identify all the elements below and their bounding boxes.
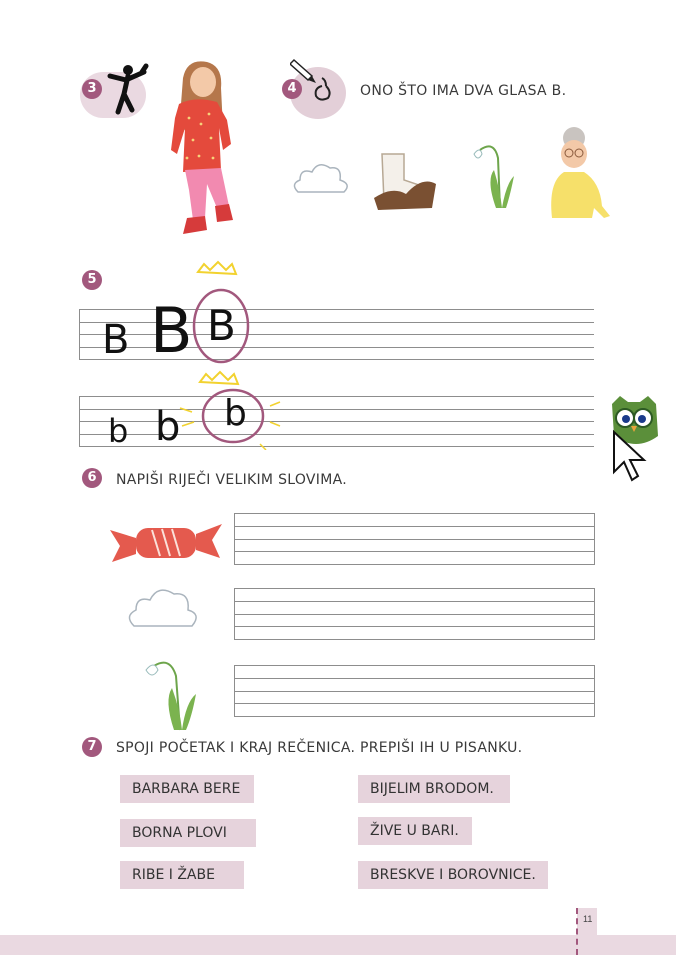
exercise-5-number: 5 xyxy=(82,270,102,290)
exercise-7-instruction: SPOJI POČETAK I KRAJ REČENICA. PREPIŠI IH U PISANKU. xyxy=(116,740,523,756)
cloud-picture xyxy=(290,158,352,200)
page-number-tab xyxy=(577,908,597,955)
lowercase-letter-circled: b xyxy=(224,393,247,434)
owl-cursor-icon[interactable] xyxy=(606,392,664,482)
sentence-end-1[interactable]: BIJELIM BRODOM. xyxy=(358,775,510,803)
boot-picture xyxy=(372,150,440,212)
lowercase-letter-small: b xyxy=(108,412,129,450)
exercise-7-number: 7 xyxy=(82,737,102,757)
sentence-end-2[interactable]: ŽIVE U BARI. xyxy=(358,817,472,845)
uppercase-letter-large: B xyxy=(150,294,193,367)
candy-picture xyxy=(108,516,224,566)
page-number-divider xyxy=(576,908,578,955)
exercise-4-number: 4 xyxy=(282,79,302,99)
sentence-start-3[interactable]: RIBE I ŽABE xyxy=(120,861,244,889)
uppercase-letter-small: B xyxy=(102,317,130,363)
lowercase-letter-medium: b xyxy=(155,404,181,450)
snowdrop-writing-box[interactable] xyxy=(234,665,595,717)
grandmother-picture xyxy=(548,126,614,222)
girl-illustration xyxy=(165,58,245,240)
sentence-start-1[interactable]: BARBARA BERE xyxy=(120,775,254,803)
snowdrop-picture-2 xyxy=(140,656,200,732)
snowdrop-picture xyxy=(466,140,518,210)
pencil-trace-icon xyxy=(290,56,338,106)
exercise-figure-icon xyxy=(104,62,150,118)
exercise-6-number: 6 xyxy=(82,468,102,488)
candy-writing-box[interactable] xyxy=(234,513,595,565)
cloud-picture-2 xyxy=(124,582,202,634)
cloud-writing-box[interactable] xyxy=(234,588,595,640)
page-number: 11 xyxy=(583,914,593,924)
exercise-4-instruction: ONO ŠTO IMA DVA GLASA B. xyxy=(360,83,567,99)
sentence-end-3[interactable]: BRESKVE I BOROVNICE. xyxy=(358,861,548,889)
uppercase-letter-circled: B xyxy=(207,301,236,350)
sentence-start-2[interactable]: BORNA PLOVI xyxy=(120,819,256,847)
exercise-6-instruction: NAPIŠI RIJEČI VELIKIM SLOVIMA. xyxy=(116,472,347,488)
page-footer-band xyxy=(0,935,676,955)
exercise-3-number: 3 xyxy=(82,79,102,99)
